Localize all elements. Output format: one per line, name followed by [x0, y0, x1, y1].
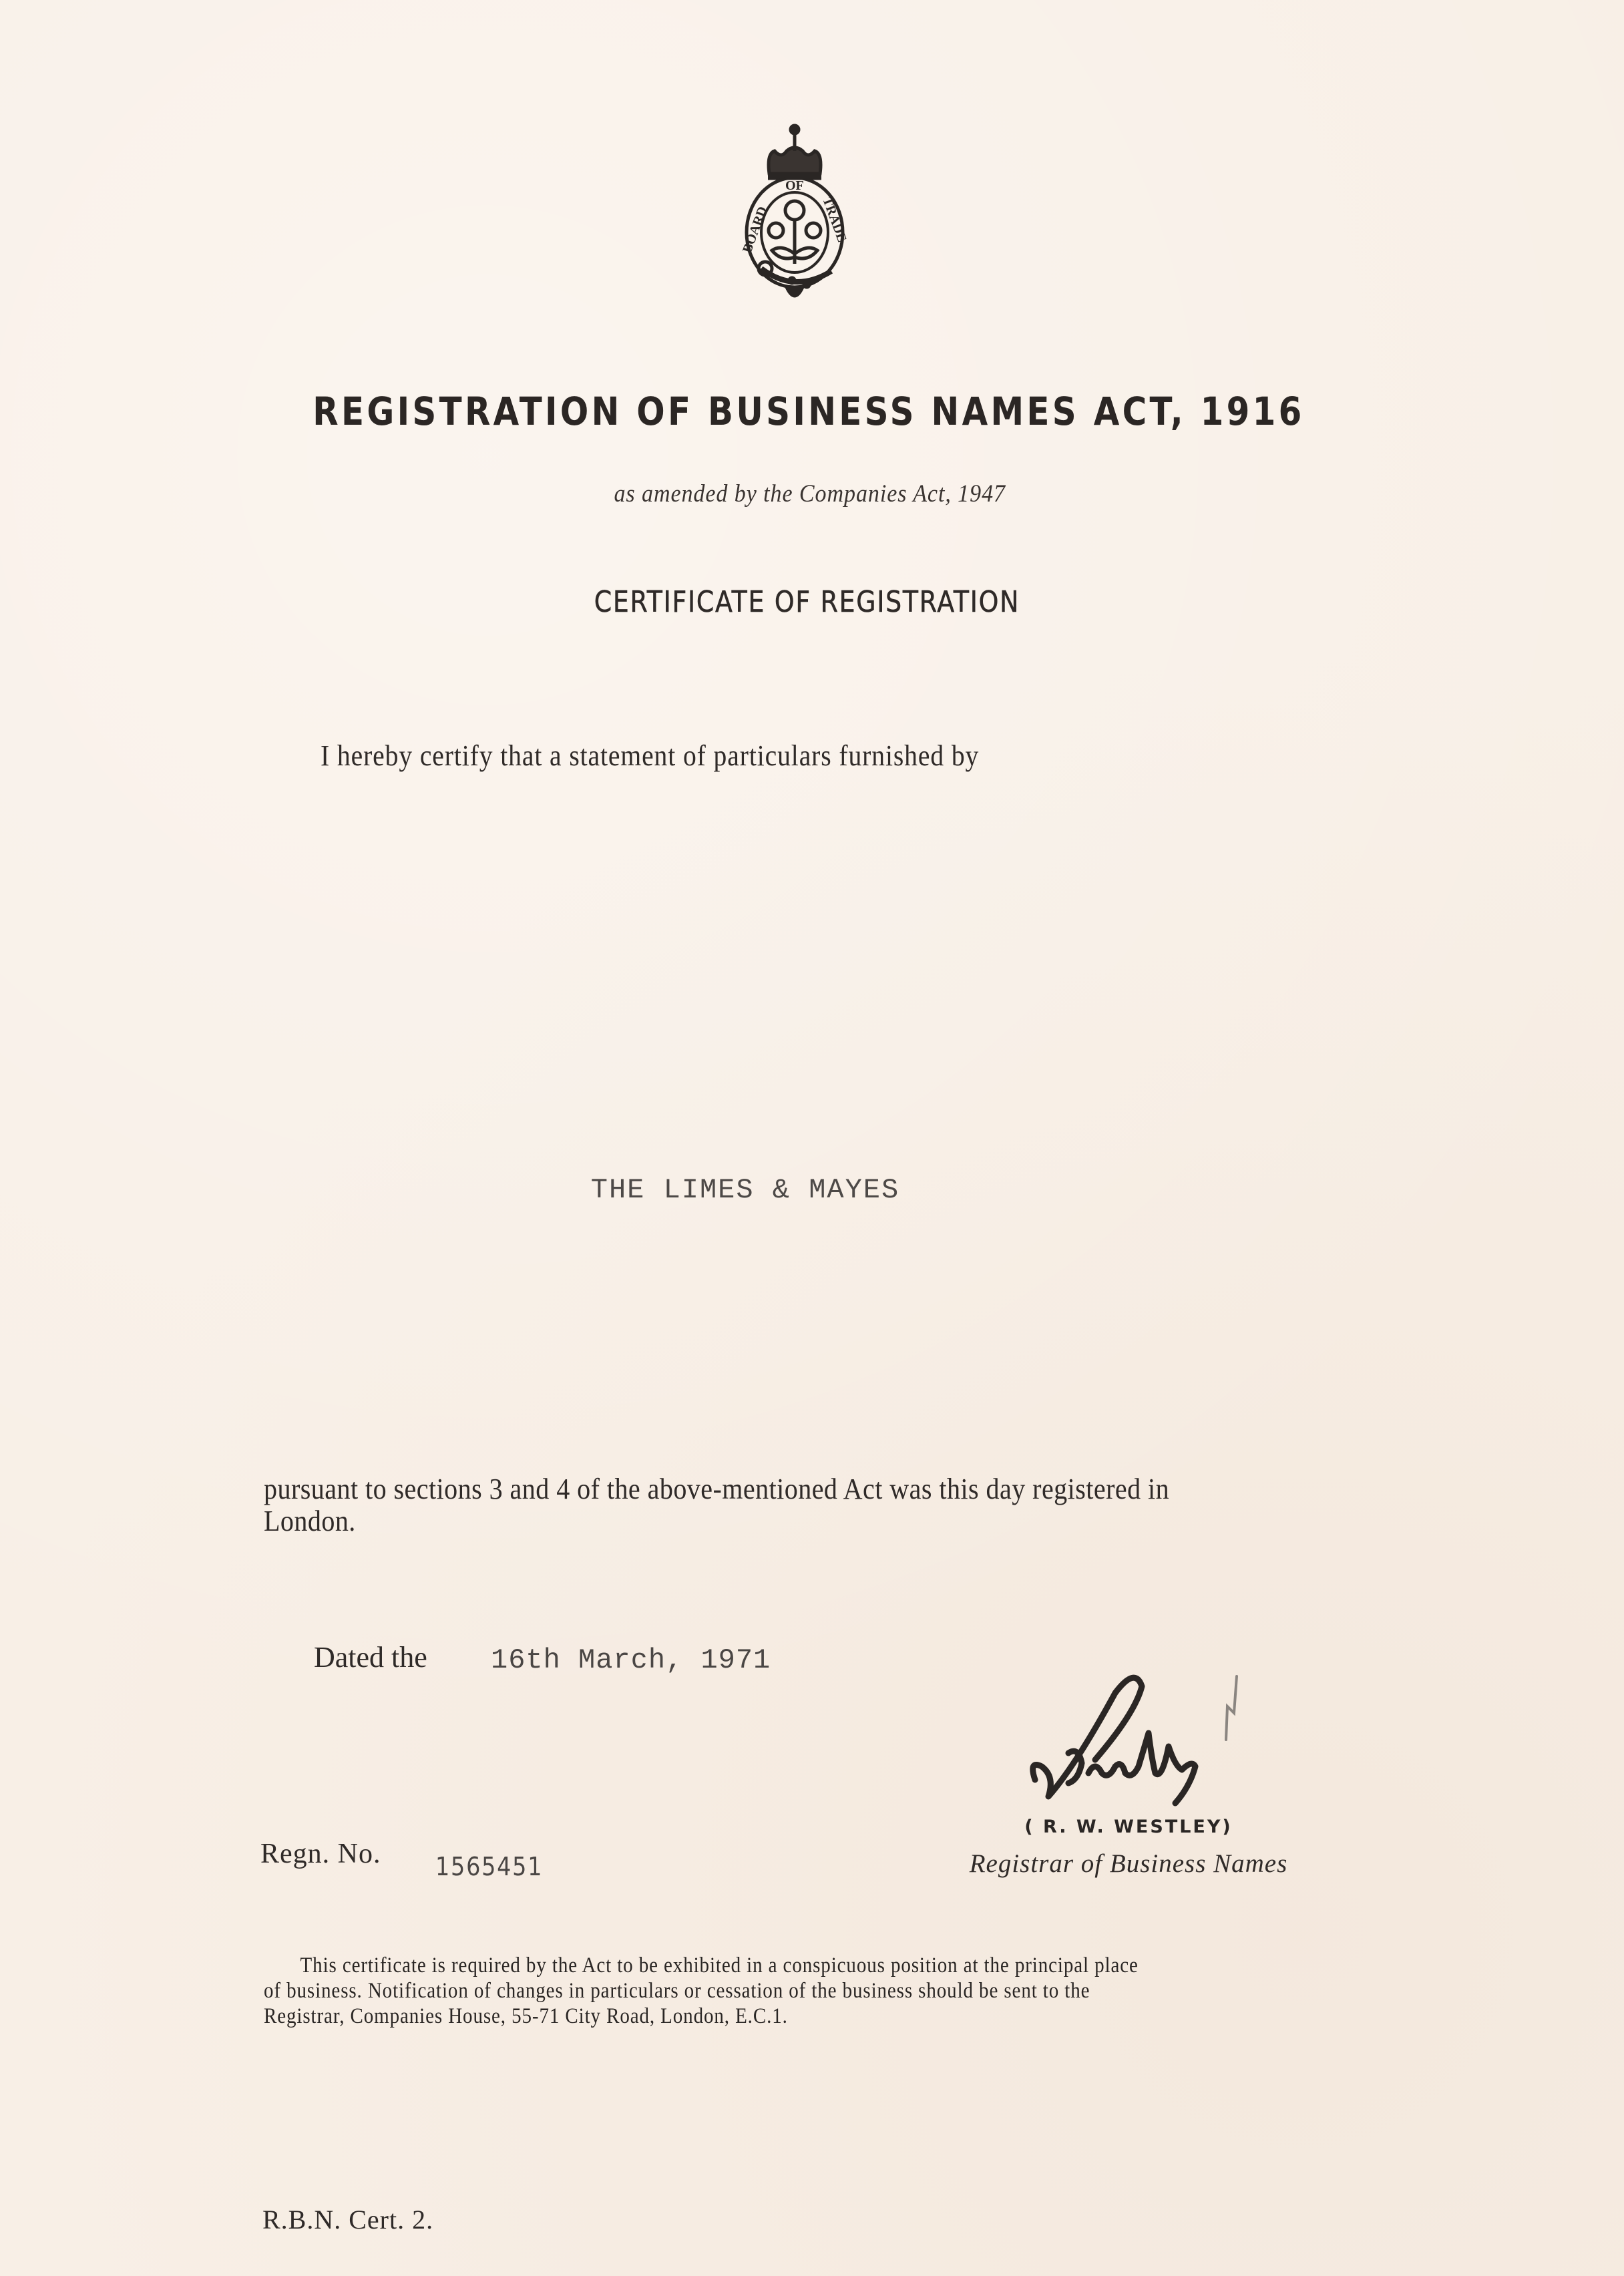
registration-number: 1565451 [435, 1852, 544, 1881]
notice-line-2: of business. Notification of changes in particulars or cessation of the business should be sent to the [264, 1979, 1090, 2003]
notice-line-3: Registrar, Companies House, 55-71 City Road, London, E.C.1. [264, 2004, 788, 2028]
dated-label: Dated the [314, 1641, 427, 1674]
svg-text:OF: OF [785, 178, 804, 193]
pursuant-line-1: pursuant to sections 3 and 4 of the above-mentioned Act was this day registered in [264, 1473, 1170, 1505]
dated-value: 16th March, 1971 [491, 1644, 771, 1676]
signatory-title: Registrar of Business Names [969, 1849, 1288, 1878]
svg-text:BOARD: BOARD [740, 204, 771, 255]
act-title: REGISTRATION OF BUSINESS NAMES ACT, 1916 [313, 389, 1305, 434]
business-name: THE LIMES & MAYES [590, 1174, 900, 1206]
signatory-name: ( R. W. WESTLEY) [1024, 1817, 1233, 1837]
registration-label: Regn. No. [260, 1839, 381, 1869]
svg-text:TRADE: TRADE [819, 195, 849, 244]
notice-line-1: This certificate is required by the Act to be exhibited in a conspicuous position at the principal place [300, 1953, 1139, 1977]
act-subtitle: as amended by the Companies Act, 1947 [614, 480, 1006, 508]
registrar-signature [1015, 1666, 1229, 1807]
pencil-tick-mark [1222, 1673, 1242, 1746]
exhibition-notice [264, 1953, 1459, 2029]
form-reference: R.B.N. Cert. 2. [262, 2205, 434, 2235]
board-of-trade-crest-icon [728, 120, 861, 307]
pursuant-statement [264, 1473, 1297, 1537]
pursuant-line-2: London. [264, 1505, 356, 1537]
certify-statement: I hereby certify that a statement of particulars furnished by [321, 739, 980, 772]
certificate-heading: CERTIFICATE OF REGISTRATION [594, 585, 1020, 619]
